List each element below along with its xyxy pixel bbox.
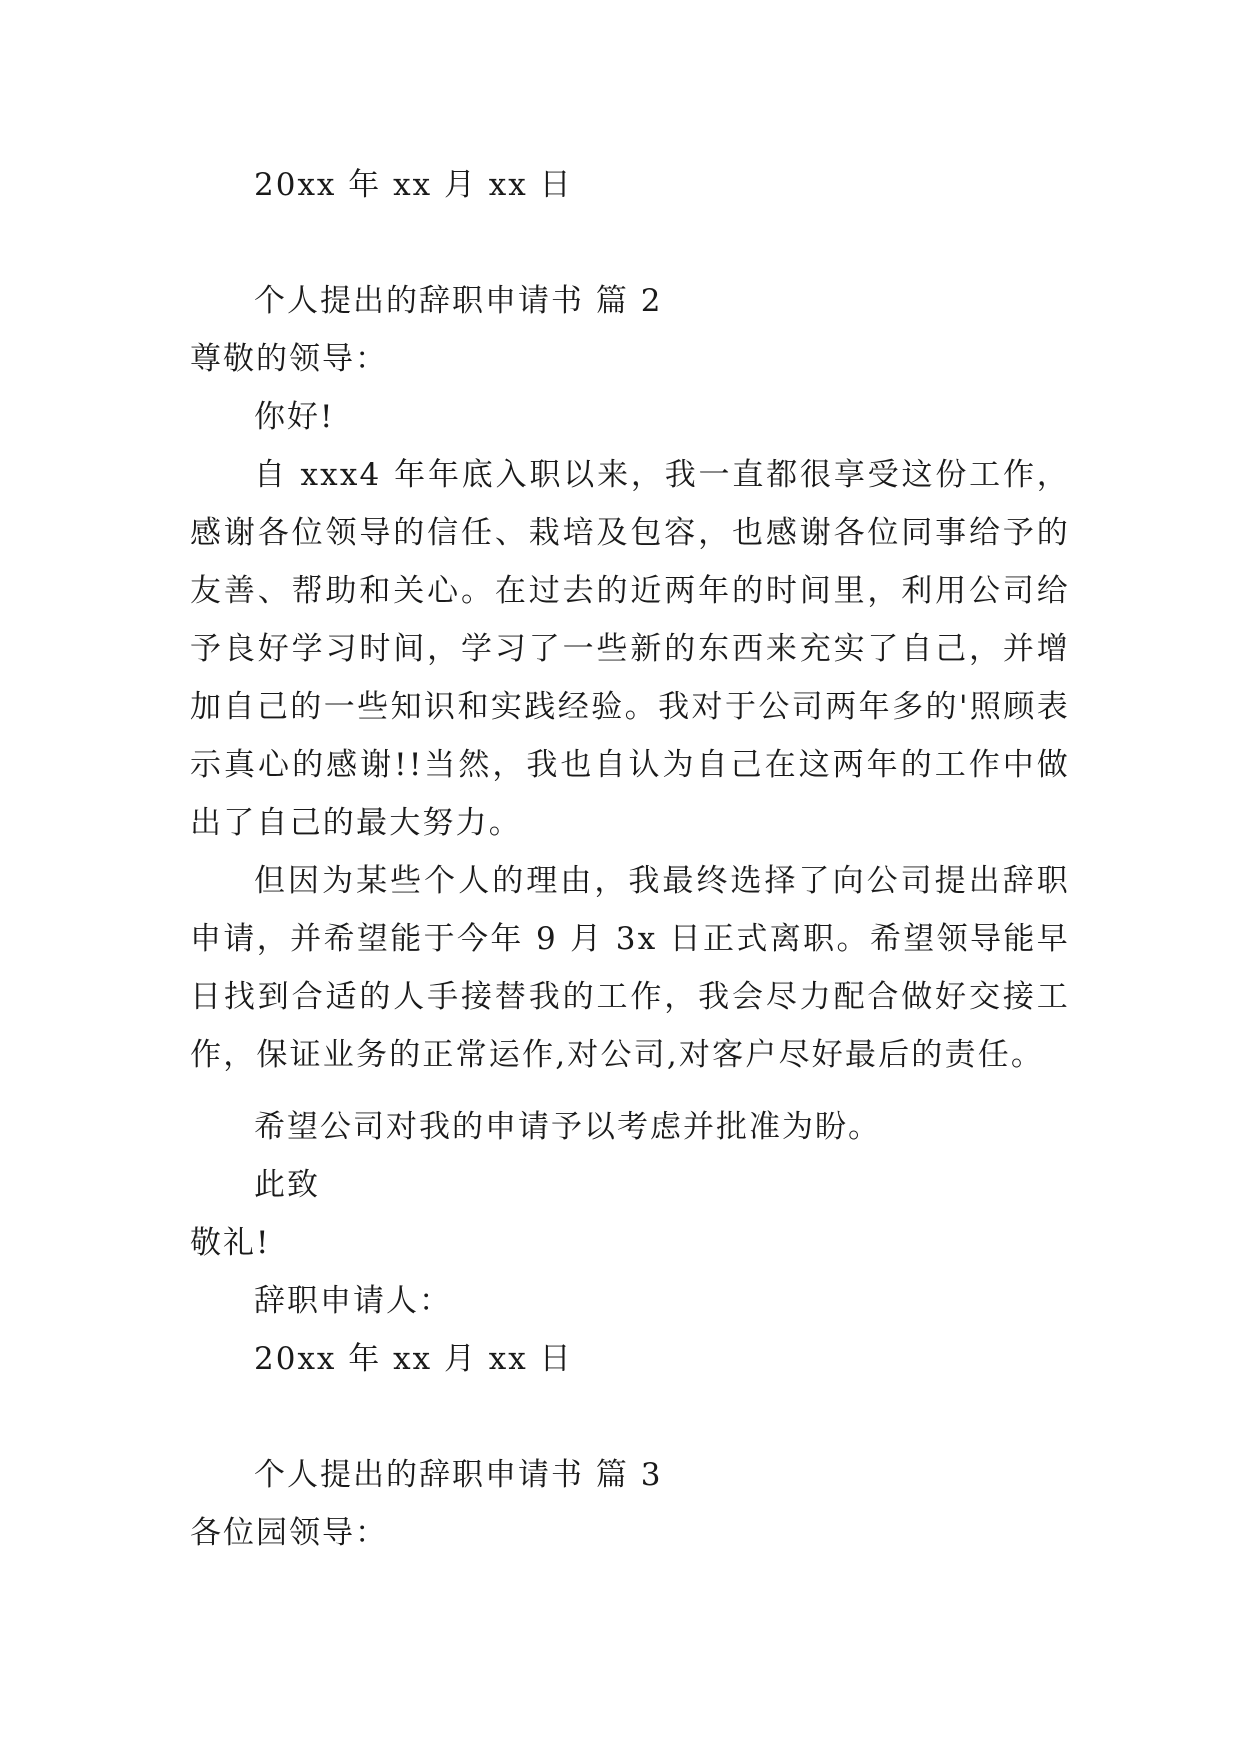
section-title: 个人提出的辞职申请书 篇 2	[254, 283, 663, 319]
signature-label: 辞职申请人：	[254, 1283, 452, 1319]
section-title: 个人提出的辞职申请书 篇 3	[254, 1457, 663, 1493]
salutation: 尊敬的领导：	[190, 341, 388, 377]
date-line: 20xx 年 xx 月 xx 日	[254, 1341, 573, 1377]
body-paragraph: 自 xxx4 年年底入职以来，我一直都很享受这份工作，感谢各位领导的信任、栽培及包容，也感谢各位同事给予的友善、帮助和关心。在过去的近两年的时间里，利用公司给予良好学习时间，学习了一些新的东西来充实了自己，并增加自己的一些知识和实践经验。我对于公司两年多的'照顾表示真心的感谢!!当然，我也自认为自己在这两年的工作中做出了自己的最大努力。	[190, 457, 1070, 841]
date-line: 20xx 年 xx 月 xx 日	[254, 167, 573, 203]
closing-salute: 敬礼!	[190, 1225, 271, 1261]
body-paragraph: 但因为某些个人的理由，我最终选择了向公司提出辞职申请，并希望能于今年 9 月 3x 日正式离职。希望领导能早日找到合适的人手接替我的工作，我会尽力配合做好交接工作，保证业务的正常运作,对公司,对客户尽好最后的责任。	[190, 863, 1070, 1073]
greeting: 你好!	[254, 399, 335, 435]
closing-line: 此致	[254, 1167, 320, 1203]
salutation: 各位园领导：	[190, 1515, 388, 1551]
request-line: 希望公司对我的申请予以考虑并批准为盼。	[254, 1109, 881, 1145]
